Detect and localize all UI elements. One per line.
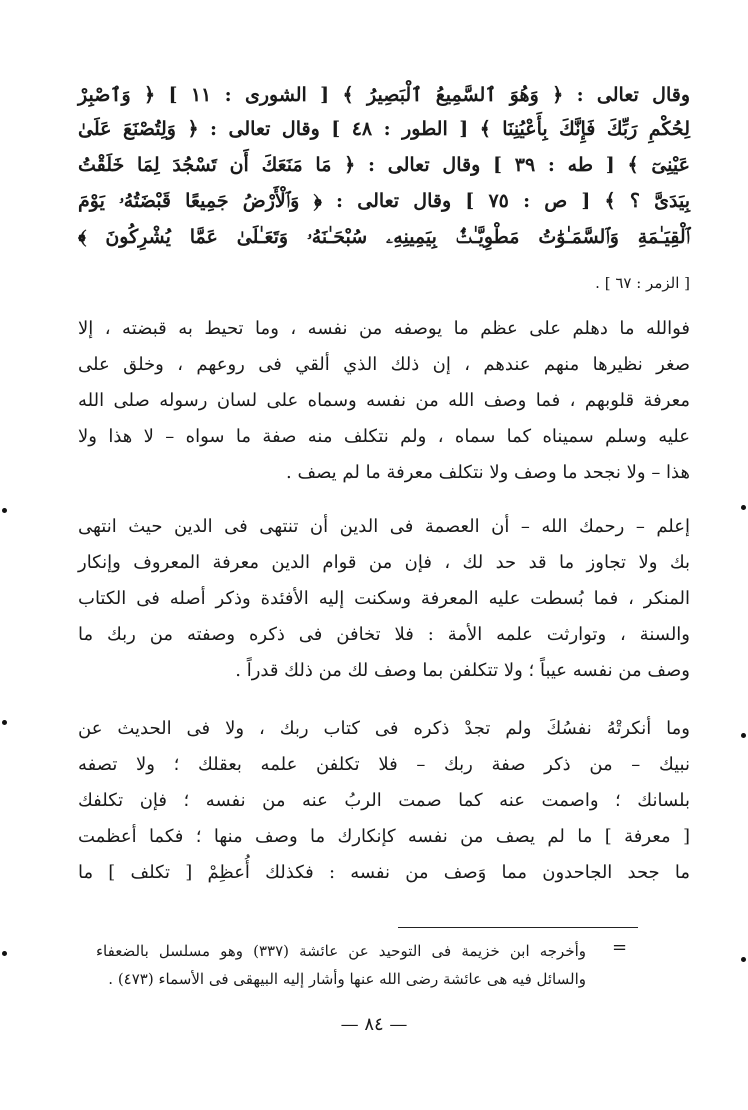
- paragraph-line: وما أنكرتْهُ نفسُكَ ولم تجدْ ذكره فى كتاب ربك ، ولا فى الحديث عن: [78, 718, 690, 739]
- footnote-line: وأخرجه ابن خزيمة فى التوحيد عن عائشة (٣٣٧) وهو مسلسل بالضعفاء: [96, 942, 587, 960]
- paragraph-line: إعلم – رحمك الله – أن العصمة فى الدين أن تنتهى فى الدين حيث انتهى: [78, 516, 690, 537]
- paragraph-line: عليه وسلم سميناه كما سماه ، ولم نتكلف منه صفة ما سواه – لا هذا ولا: [78, 426, 690, 447]
- paragraph-line: [ معرفة ] ما لم يصف من نفسه كإنكارك ما وصف منها ؛ فكما أعظمت: [78, 826, 690, 847]
- scan-mark: [2, 508, 7, 513]
- paragraph-line: هذا – ولا نجحد ما وصف ولا نتكلف معرفة ما لم يصف .: [286, 462, 690, 483]
- quran-line: وقال تعالى : ﴿ وَهُوَ ٱلسَّمِيعُ ٱلْبَصِيرُ ﴾ [ الشورى : ١١ ] ﴿ وَٱصْبِرْ: [78, 84, 690, 106]
- paragraph-line: بك ولا تجاوز ما قد حد لك ، فإن من قوام الدين معرفة المعروف وإنكار: [78, 552, 690, 573]
- paragraph-line: والسنة ، وتوارثت علمه الأمة : فلا تخافن فى ذكره وصفته من ربك ما: [78, 624, 690, 645]
- scan-mark: [741, 733, 746, 738]
- paragraph-2: [78, 510, 690, 710]
- scan-mark: [741, 957, 746, 962]
- footnote-separator: [398, 927, 638, 928]
- paragraph-line: بلسانك ؛ واصمت عنه كما صمت الربُ عنه من نفسه ؛ فإن تكلفك: [78, 790, 690, 811]
- paragraph-1: [78, 310, 690, 510]
- paragraph-line: معرفة قلوبهم ، فما وصف الله من نفسه وسماه على لسان رسوله صلى الله: [78, 390, 690, 411]
- footnote-line: والسائل فيه هى عائشة رضى الله عنها وأشار إليه البيهقى فى الأسماء (٤٧٣) .: [108, 970, 586, 988]
- footnote-continuation-marker: =: [612, 937, 628, 958]
- quran-line: ٱلْقِيَـٰمَةِ وَٱلسَّمَـٰوَٰتُ مَطْوِيَّـٰتٌۢ بِيَمِينِهِۦ سُبْحَـٰنَهُۥ وَتَعَـٰلَىٰ عَمَّا يُشْرِكُونَ ﴾: [78, 226, 690, 248]
- quran-line: بِيَدَىَّ ؟ ﴾ [ ص : ٧٥ ] وقال تعالى : ﴿ وَٱلْأَرْضُ جَمِيعًا قَبْضَتُهُۥ يَوْمَ: [78, 190, 690, 212]
- quran-quotes-block: [78, 70, 690, 310]
- paragraph-line: نبيك – من ذكر صفة ربك – فلا تكلفن علمه بعقلك ؛ ولا تصفه: [78, 754, 690, 775]
- quran-reference: [ الزمر : ٦٧ ] .: [595, 274, 690, 292]
- scan-mark: [741, 505, 746, 510]
- scan-mark: [2, 951, 7, 956]
- page-number: — ٨٤ —: [340, 1014, 408, 1035]
- paragraph-line: وصف من نفسه عيباً ؛ ولا تتكلفن بما وصف لك من ذلك قدراً .: [235, 660, 690, 681]
- quran-line: لِحُكْمِ رَبِّكَ فَإِنَّكَ بِأَعْيُنِنَا ﴾ [ الطور : ٤٨ ] وقال تعالى : ﴿ وَلِتُصْنَعَ عَلَىٰ: [78, 118, 690, 140]
- paragraph-line: المنكر ، فما بُسطت عليه المعرفة وسكنت إليه الأفئدة وذكر أصله فى الكتاب: [78, 588, 690, 609]
- quran-line: عَيْنِىٓ ﴾ [ طه : ٣٩ ] وقال تعالى : ﴿ مَا مَنَعَكَ أَن تَسْجُدَ لِمَا خَلَقْتُ: [78, 154, 690, 176]
- paragraph-line: صغر نظيرها منهم عندهم ، إن ذلك الذي ألقي فى روعهم ، وخلق على: [78, 354, 690, 375]
- paragraph-line: ما جحد الجاحدون مما وَصف من نفسه : فكذلك أُعظِمْ [ تكلف ] ما: [78, 862, 690, 883]
- paragraph-line: فوالله ما دهلم على عظم ما يوصفه من نفسه ، وما تحيط به قبضته ، إلا: [78, 318, 690, 339]
- paragraph-3: [78, 710, 690, 910]
- scan-mark: [2, 720, 7, 725]
